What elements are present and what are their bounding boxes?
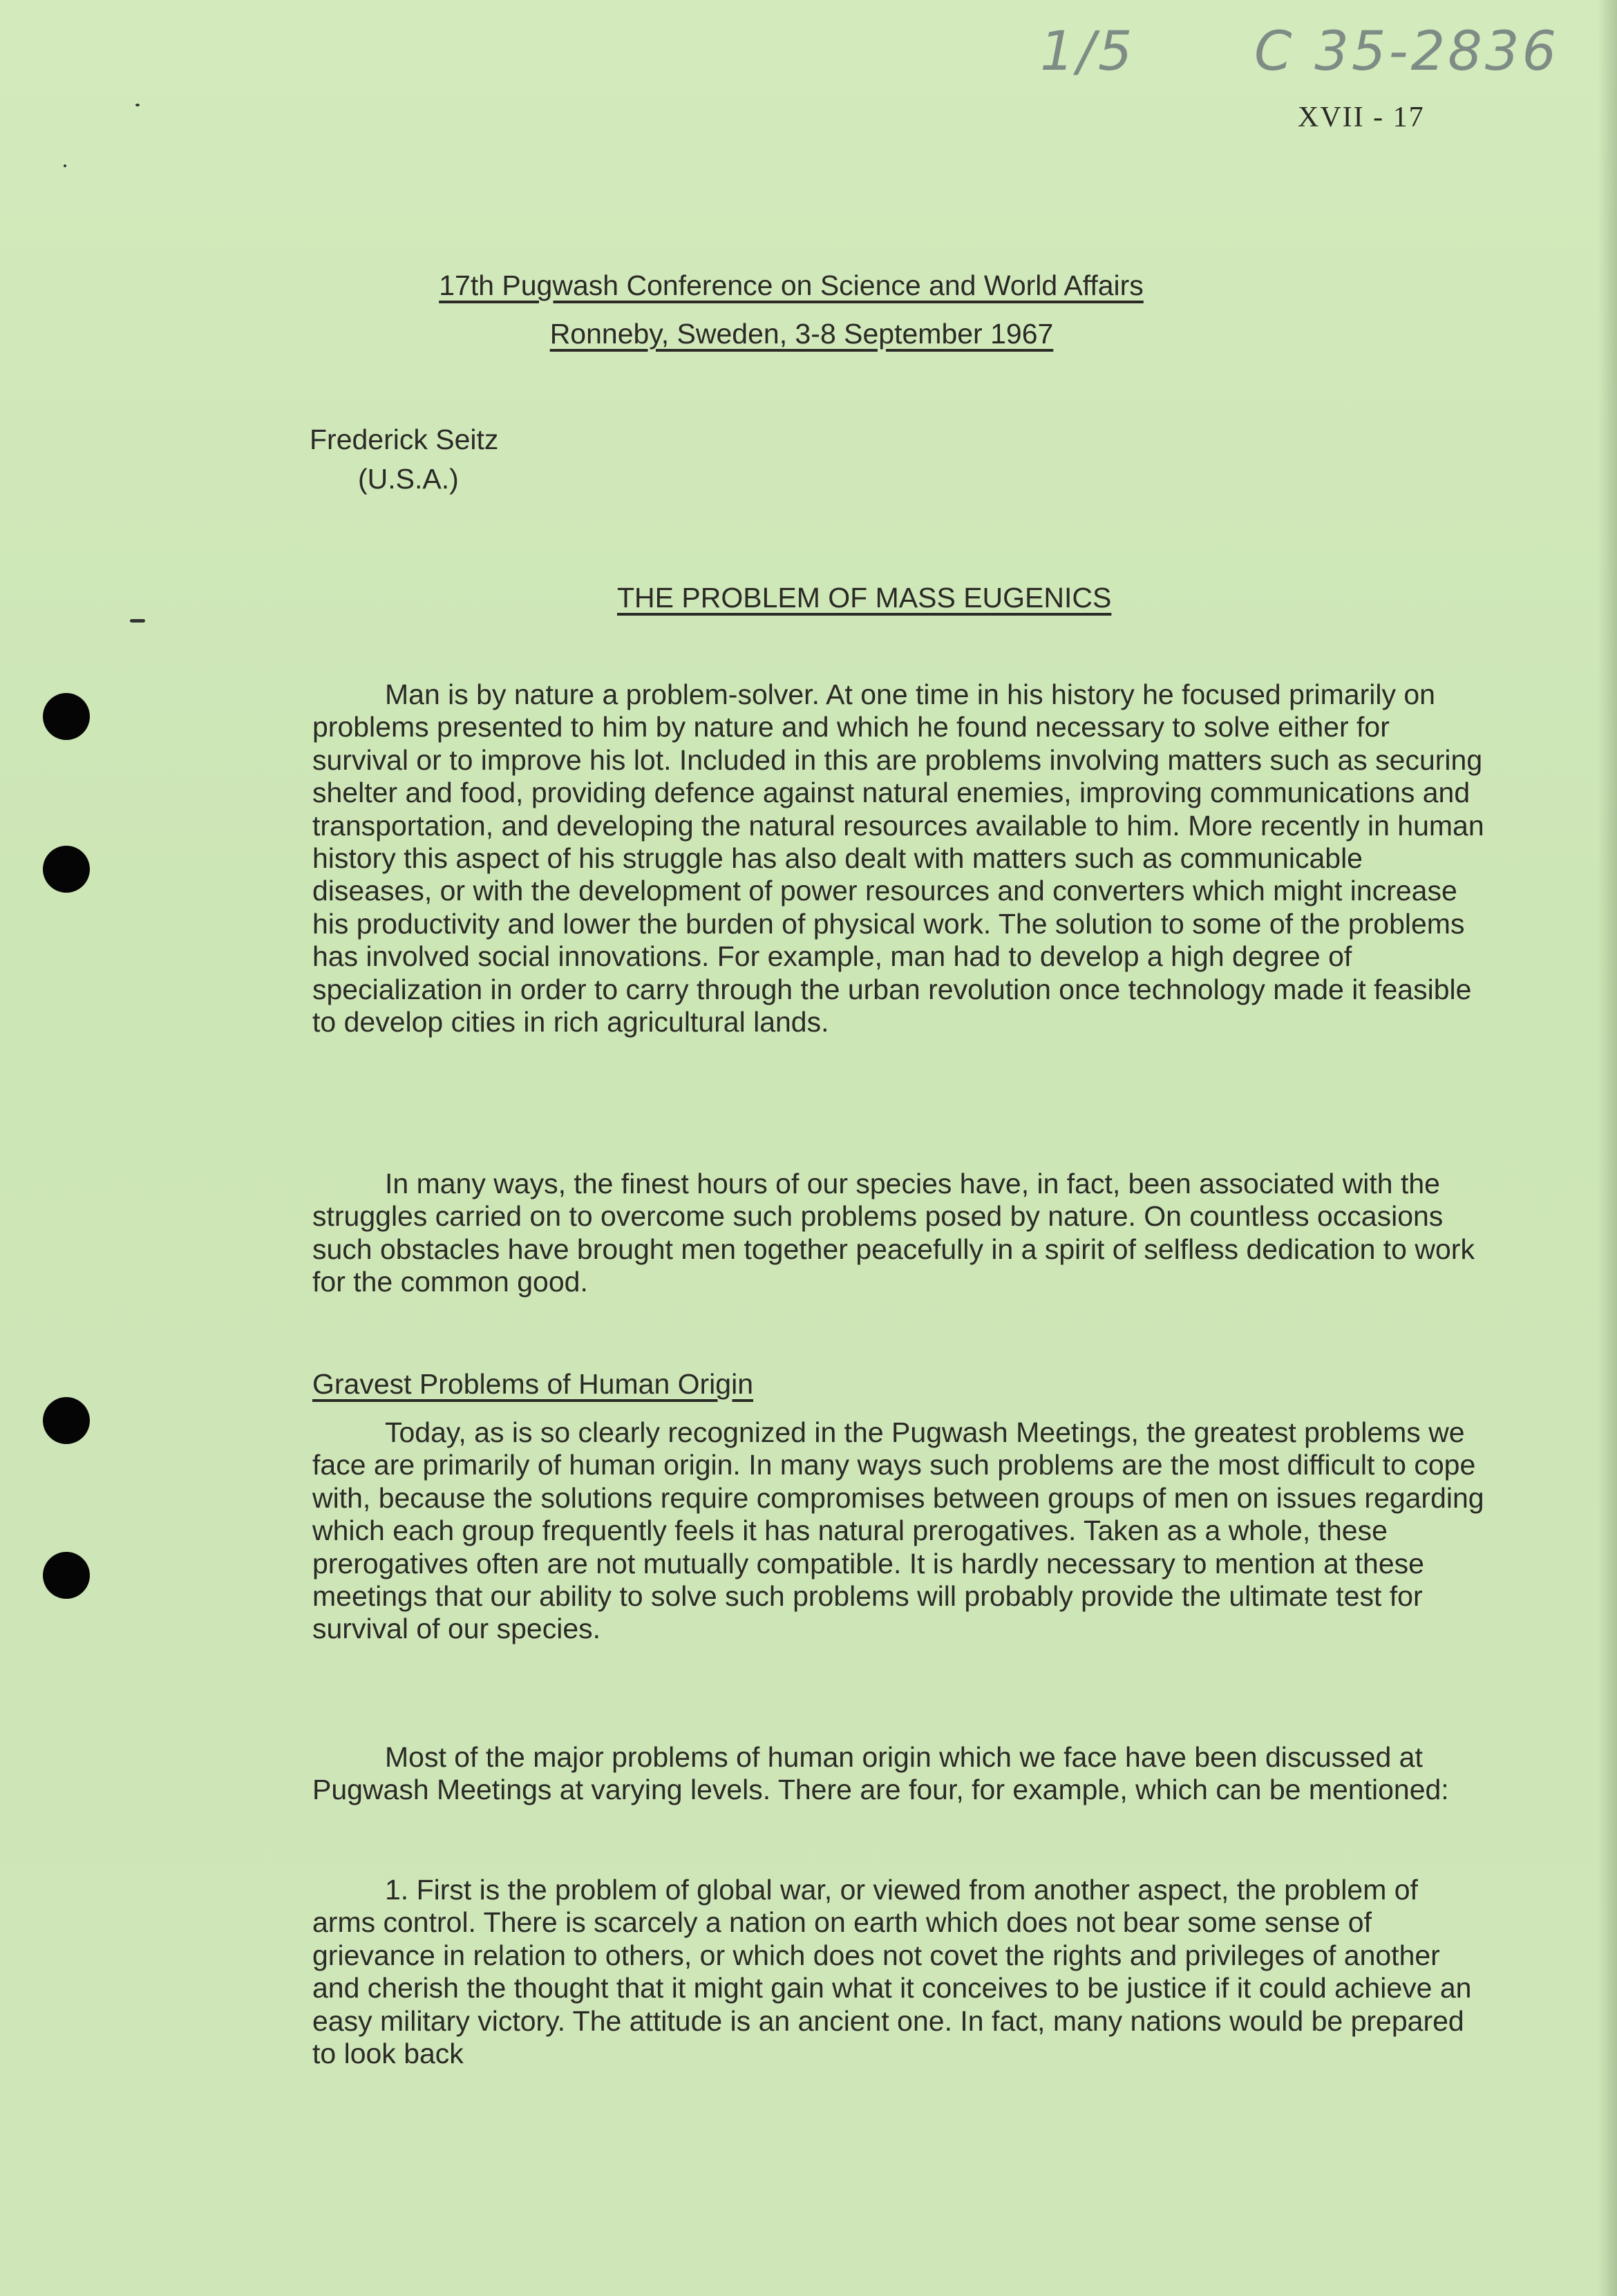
conference-title: 17th Pugwash Conference on Science and World Affairs <box>439 269 1144 301</box>
paragraph-text: Today, as is so clearly recognized in the Pugwash Meetings, the greatest problems we face are primarily of human origin. In many ways such problems are the most difficult to cope with, because the solutions require compromises between groups of men on issues regarding which each group frequently feels it has natural prerogatives. Taken as a whole, these prerogatives often are not mutually compatible. It is hardly necessary to mention at these meetings that our ability to solve such problems will probably provide the ultimate test for survival of our species. <box>312 1416 1484 1645</box>
punch-hole <box>43 846 90 893</box>
paper-speck <box>130 619 145 623</box>
conference-location-date: Ronneby, Sweden, 3-8 September 1967 <box>549 318 1054 350</box>
punch-hole <box>43 1397 90 1444</box>
paper-speck <box>64 164 66 167</box>
body-paragraph <box>312 679 1487 1038</box>
author-block <box>310 420 498 499</box>
paper-title: THE PROBLEM OF MASS EUGENICS <box>617 582 1112 614</box>
paragraph-text: Man is by nature a problem-solver. At one time in his history he focused primarily on problems presented to him by nature and which he found necessary to solve either for survival or to improve his lot. Included in this are problems involving matters such as securing shelter and food, providing defence against natural enemies, improving communications and transportation, and developing the natural resources available to him. More recently in human history this aspect of his struggle has also dealt with matters such as communicable diseases, or with the development of power resources and converters which might increase his productivity and lower the burden of physical work. The solution to some of the problems has involved social innovations. For example, man had to develop a high degree of specialization in order to carry through the urban revolution once technology made it feasible to develop cities in rich agricultural lands. <box>312 679 1484 1038</box>
paragraph-text: In many ways, the finest hours of our species have, in fact, been associated with the struggles carried on to overcome such problems posed by nature. On countless occasions such obstacles have brought men together peacefully in a spirit of selfless dedication to work for the common good. <box>312 1168 1475 1298</box>
author-name: Frederick Seitz <box>310 424 499 455</box>
paragraph-text: 1. First is the problem of global war, or viewed from another aspect, the problem of arms control. There is scarcely a nation on earth which does not bear some sense of grievance in relation to others, or which does not covet the rights and privileges of another and cherish the thought that it might gain what it conceives to be justice if it could achieve an easy military victory. The attitude is an ancient one. In fact, many nations would be prepared to look back <box>312 1874 1472 2070</box>
handwritten-catalog-number: C 35-2836 <box>1254 21 1560 83</box>
document-number: XVII - 17 <box>1298 102 1425 133</box>
author-country: (U.S.A.) <box>358 463 459 495</box>
handwritten-folio: 1/5 <box>1040 21 1135 83</box>
section-heading: Gravest Problems of Human Origin <box>312 1368 754 1400</box>
body-paragraph <box>312 1168 1487 1299</box>
paragraph-text: Most of the major problems of human origin which we face have been discussed at Pugwash Meetings at varying levels. There are four, for example, which can be mentioned: <box>312 1741 1449 1806</box>
body-paragraph <box>312 1874 1487 2070</box>
paper-speck <box>135 104 140 106</box>
punch-hole <box>43 1552 90 1599</box>
punch-hole <box>43 693 90 740</box>
body-paragraph <box>312 1741 1487 1807</box>
body-paragraph <box>312 1416 1487 1646</box>
